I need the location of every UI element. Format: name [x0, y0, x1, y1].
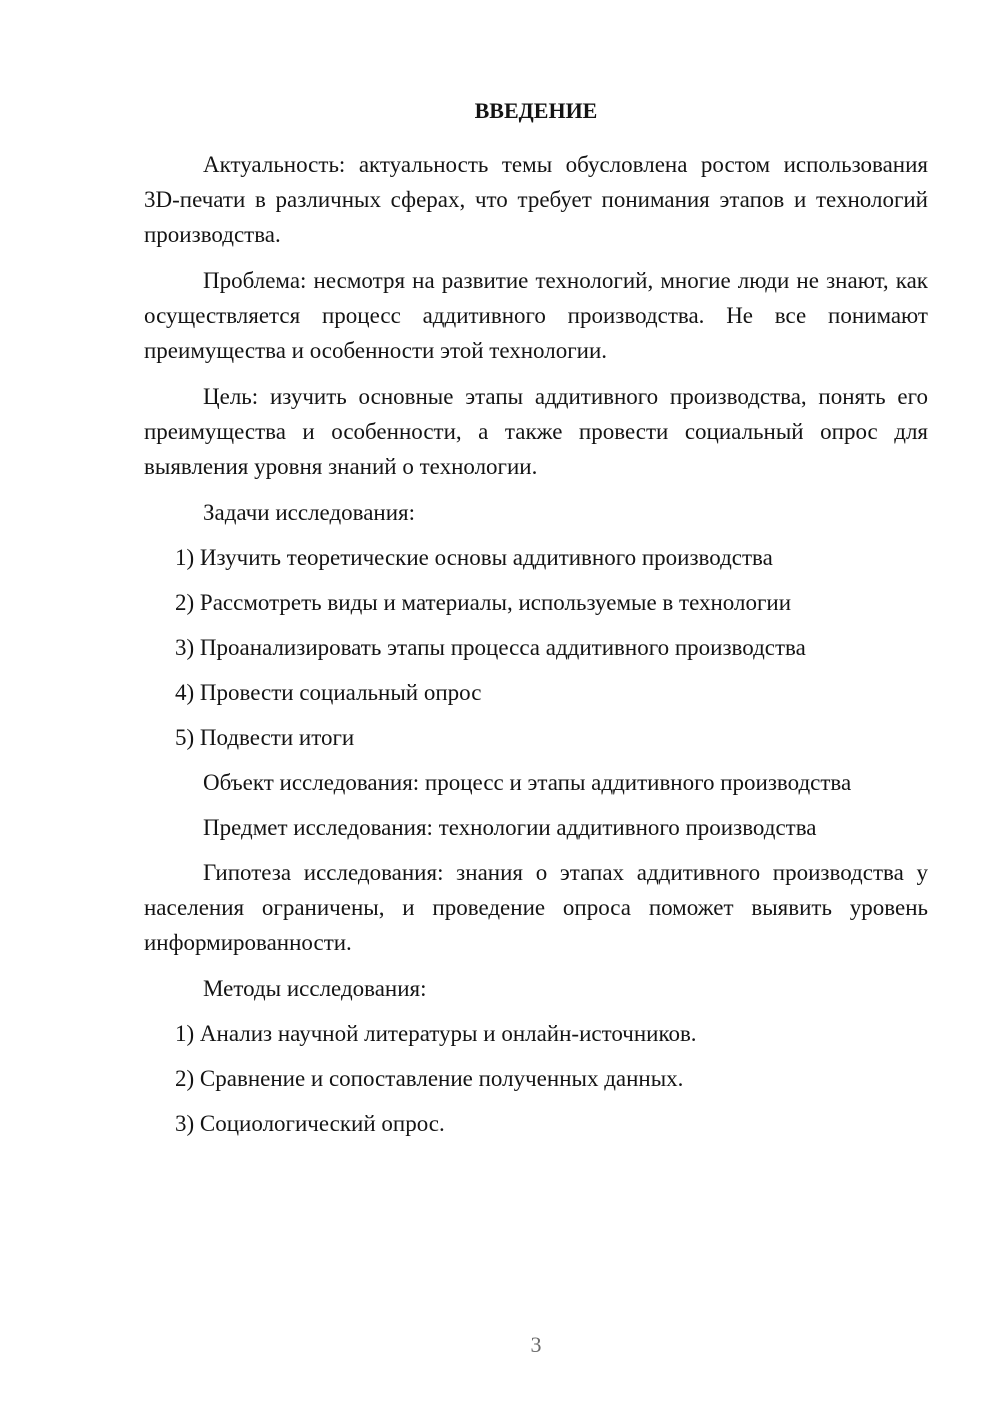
methods-heading: Методы исследования: — [203, 976, 427, 1001]
tasks-list — [144, 540, 928, 755]
list-item: 3) Проанализировать этапы процесса аддитивного производства — [175, 635, 806, 660]
hypothesis-paragraph: Гипотеза исследования: знания о этапах аддитивного производства у населения ограничены, и проведение опроса поможет выявить уровень информированности. — [144, 860, 928, 955]
goal-paragraph: Цель: изучить основные этапы аддитивного производства, понять его преимущества и особенности, а также провести социальный опрос для выявления уровня знаний о технологии. — [144, 384, 928, 479]
tasks-heading: Задачи исследования: — [203, 500, 416, 525]
problem-paragraph: Проблема: несмотря на развитие технологий, многие люди не знают, как осуществляется процесс аддитивного производства. Не все понимают преимущества и особенности этой технологии. — [144, 268, 928, 363]
list-item: 4) Провести социальный опрос — [175, 680, 482, 705]
object-line: Объект исследования: процесс и этапы аддитивного производства — [203, 770, 852, 795]
page-number: 3 — [530, 1332, 542, 1357]
list-item: 3) Социологический опрос. — [175, 1111, 445, 1136]
list-item: 5) Подвести итоги — [175, 725, 355, 750]
list-item: 2) Рассмотреть виды и материалы, используемые в технологии — [175, 590, 792, 615]
relevance-paragraph: Актуальность: актуальность темы обусловлена ростом использования 3D-печати в различных сферах, что требует понимания этапов и технологий производства. — [144, 152, 928, 247]
list-item: 1) Изучить теоретические основы аддитивного производства — [175, 545, 773, 570]
section-title: ВВЕДЕНИЕ — [474, 98, 598, 123]
list-item: 2) Сравнение и сопоставление полученных данных. — [175, 1066, 684, 1091]
list-item: 1) Анализ научной литературы и онлайн-источников. — [175, 1021, 697, 1046]
methods-list — [144, 1016, 928, 1141]
document-body — [144, 93, 928, 1151]
subject-line: Предмет исследования: технологии аддитивного производства — [203, 815, 817, 840]
